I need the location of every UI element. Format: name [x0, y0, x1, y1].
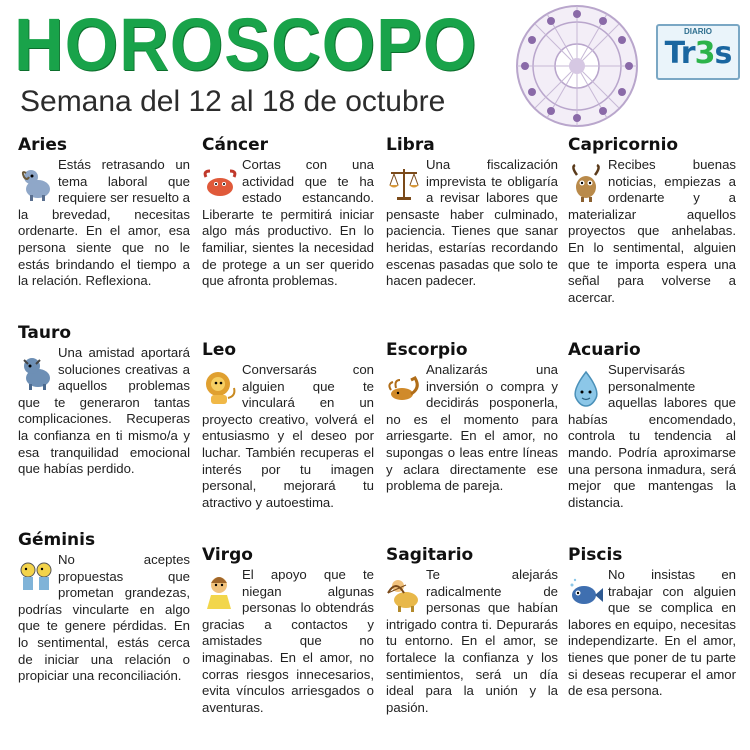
ram-icon [18, 163, 54, 203]
sign-name: Cáncer [202, 135, 269, 155]
sign-text: Supervisarás personalmente aquellas labores que habías encomendado, controla tu tendencia al mando. Podría aproximarse una persona inmadura, será mejor que mantengas la distancia. [568, 362, 736, 510]
sign-name: Tauro [18, 323, 72, 343]
scorpion-icon [386, 368, 422, 408]
sign-aries [18, 135, 190, 290]
sign-name: Piscis [568, 545, 623, 565]
sign-name: Virgo [202, 545, 253, 565]
sign-name: Acuario [568, 340, 641, 360]
sign-text: Conversarás con alguien que te vinculará en un proyecto creativo, volverá el entusiasmo y el deseo por luchar. También recuperas el interés por tu imagen personal, mejorará tu atractivo y autoestima. [202, 362, 374, 510]
sign-name: Sagitario [386, 545, 474, 565]
sign-acuario [568, 340, 736, 511]
lion-icon [202, 368, 238, 408]
sign-escorpio [386, 340, 558, 495]
sign-text: Una fiscalización imprevista te obligaría a revisar labores que pensaste haber culminado, paciencia. Tienes que sanar heridas, estarías recordando escenas pasadas que solo te hacen padecer. [386, 157, 558, 289]
horoscope-title: HOROSCOPO [14, 3, 478, 86]
archer-icon [386, 573, 422, 613]
sign-name: Leo [202, 340, 237, 360]
sign-piscis [568, 545, 736, 700]
sign-text: No insistas en trabajar con alguien que se complica en labores en equipo, necesitas independizarte. En el amor, tienes que poner de tu parte si deseas recuperar el amor de esa persona. [568, 567, 736, 699]
scales-icon [386, 163, 422, 203]
water-drop-icon [568, 368, 604, 408]
sign-text: Recibes buenas noticias, empiezas a ordenarte y a materializar aquellos proyectos que anhelabas. En lo sentimental, alguien que te importa espera una señal para volverse a acercar. [568, 157, 736, 305]
sign-text: Cortas con una actividad que te ha estado estancando. Liberarte te permitirá iniciar algo más productivo. En lo familiar, sientes la necesidad de protege a un ser querido que afronta problemas. [202, 157, 374, 289]
sign-text: Analizarás una inversión o compra y decidirás posponerla, no es el momento para arriesgarte. En el amor, no supongas o leas entre líneas y aclara directamente ese problema de pareja. [386, 362, 558, 494]
sign-virgo [202, 545, 374, 716]
sign-name: Escorpio [386, 340, 468, 360]
sign-leo [202, 340, 374, 511]
sign-name: Libra [386, 135, 435, 155]
sign-cancer [202, 135, 374, 290]
maiden-icon [202, 573, 238, 613]
sign-name: Géminis [18, 530, 96, 550]
bull-icon [18, 351, 54, 391]
sign-name: Aries [18, 135, 68, 155]
sign-text: Una amistad aportará soluciones creativas a aquellos problemas que te generaron tantas complicaciones. Recuperas la confianza en ti mismo/a y esa tranquilidad emocional que habías perdido. [18, 345, 190, 477]
sign-text: Te alejarás radicalmente de personas que habían intrigado contra ti. Depurarás tu entorno. En el amor, se fortalece la confianza y los sentimientos, será un día ideal para la unión y la pasión. [386, 567, 558, 715]
sign-libra [386, 135, 558, 290]
sign-text: No aceptes propuestas que prometan grandezas, podrías vincularte en algo que te genere pérdidas. En lo sentimental, estás cerca de iniciar una relación o propiciar una reconciliación. [18, 552, 190, 684]
twins-icon [18, 558, 54, 598]
zodiac-wheel-icon [513, 2, 641, 130]
sign-geminis [18, 530, 190, 685]
week-subtitle: Semana del 12 al 18 de octubre [20, 85, 446, 118]
sign-capricornio [568, 135, 736, 306]
sign-text: Estás retrasando un tema laboral que requiere ser resuelto a la brevedad, necesitas ordenarte. En el amor, esa persona siente que no le estás brindando el tiempo a la relación. Reflexiona. [18, 157, 190, 289]
sign-text: El apoyo que te niegan algunas personas lo obtendrás gracias a contactos y amistades que no imaginabas. En el amor, no corras riesgos innecesarios, evita vínculos arriesgados o aventuras. [202, 567, 374, 715]
goat-icon [568, 163, 604, 203]
fish-icon [568, 573, 604, 613]
sign-name: Capricornio [568, 135, 679, 155]
diario-tres-logo: DIARIO Tr3s [656, 24, 740, 80]
sign-sagitario [386, 545, 558, 716]
crab-icon [202, 163, 238, 203]
sign-tauro [18, 323, 190, 478]
